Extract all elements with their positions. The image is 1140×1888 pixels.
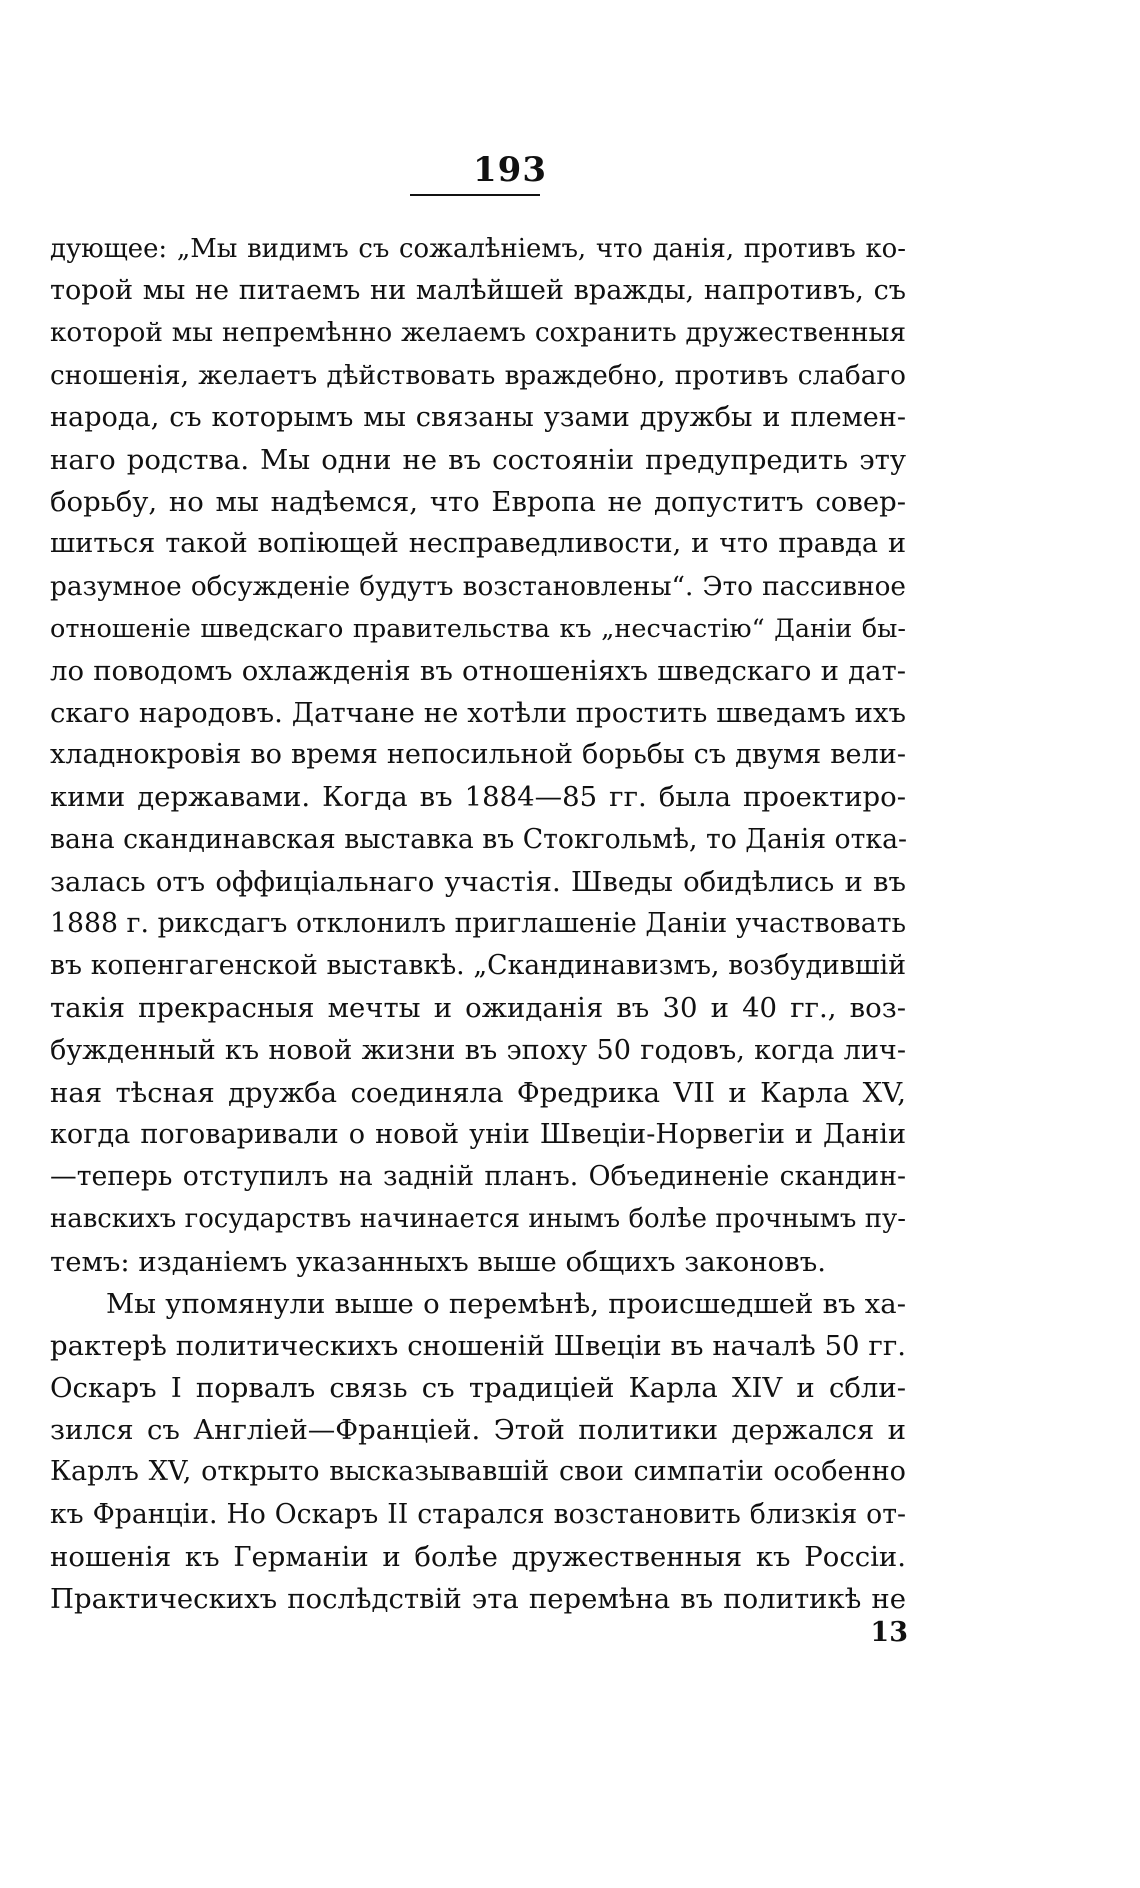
text-line: въ копенгагенской выставкѣ. „Скандинавизмъ, возбудившій bbox=[50, 950, 906, 982]
text-line: навскихъ государствъ начинается инымъ болѣе прочнымъ пу- bbox=[50, 1204, 906, 1235]
text-line: дующее: „Мы видимъ съ сожалѣніемъ, что данія, противъ ко- bbox=[50, 234, 906, 264]
text-line: наго родства. Мы одни не въ состояніи предупредить эту bbox=[50, 443, 906, 476]
text-line: къ Франціи. Но Оскаръ II старался возстановить близкія от- bbox=[50, 1498, 906, 1530]
text-line: народа, съ которымъ мы связаны узами дружбы и племен- bbox=[50, 401, 906, 433]
text-line: борьбу, но мы надѣемся, что Европа не допуститъ совер- bbox=[50, 486, 906, 519]
text-line: ношенія къ Германіи и болѣе дружественныя къ Россіи. bbox=[50, 1540, 906, 1573]
text-line: которой мы непремѣнно желаемъ сохранить дружественныя bbox=[50, 318, 906, 349]
text-line: когда поговаривали о новой уніи Швеціи-Норвегіи и Даніи bbox=[50, 1118, 906, 1150]
text-line: ло поводомъ охлажденія въ отношеніяхъ шведскаго и дат- bbox=[50, 654, 906, 687]
text-line: такія прекрасныя мечты и ожиданія въ 30 и 40 гг., воз- bbox=[50, 992, 906, 1025]
paragraph-1 bbox=[50, 228, 906, 1283]
text-line: зился съ Англіей—Франціей. Этой политики держался и bbox=[50, 1414, 906, 1447]
text-line: ная тѣсная дружба соединяла Фредрика VII и Карла XV, bbox=[50, 1076, 906, 1109]
text-line: кими державами. Когда въ 1884—85 гг. была проектиро- bbox=[50, 781, 906, 814]
text-line: залась отъ оффиціальнаго участія. Шведы обидѣлись и въ bbox=[50, 865, 906, 898]
text-line: сношенія, желаетъ дѣйствовать враждебно, противъ слабаго bbox=[50, 360, 906, 391]
text-line: Практическихъ послѣдствій эта перемѣна въ политикѣ не bbox=[50, 1583, 906, 1615]
text-line: вана скандинавская выставка въ Стокгольмѣ, то Данія отка- bbox=[50, 823, 907, 855]
text-line: —теперь отступилъ на задній планъ. Объединеніе скандин- bbox=[50, 1161, 906, 1193]
text-line: хладнокровія во время непосильной борьбы съ двумя вели- bbox=[50, 739, 906, 771]
page-number: 193 bbox=[473, 150, 547, 190]
text-line: рактерѣ политическихъ сношеній Швеціи въ началѣ 50 гг. bbox=[50, 1329, 906, 1362]
header-rule bbox=[410, 194, 540, 196]
text-line: торой мы не питаемъ ни малѣйшей вражды, напротивъ, съ bbox=[50, 275, 906, 307]
text-line: шиться такой вопіющей несправедливости, и что правда и bbox=[50, 528, 906, 560]
text-line: разумное обсужденіе будутъ возстановлены“. Это пассивное bbox=[50, 571, 906, 602]
text-line: скаго народовъ. Датчане не хотѣли простить шведамъ ихъ bbox=[50, 697, 906, 730]
text-line: Карлъ XV, открыто высказывавшій свои симпатіи особенно bbox=[50, 1456, 906, 1488]
text-line: 1888 г. риксдагъ отклонилъ приглашеніе Даніи участвовать bbox=[50, 908, 906, 939]
text-line: Оскаръ I порвалъ связь съ традиціей Карла XIV и сбли- bbox=[50, 1372, 906, 1405]
text-line: темъ: изданіемъ указанныхъ выше общихъ законовъ. bbox=[50, 1245, 826, 1278]
signature-mark: 13 bbox=[870, 1617, 908, 1648]
paragraph-2 bbox=[50, 1283, 906, 1621]
body-text bbox=[50, 228, 906, 1620]
text-line: отношеніе шведскаго правительства къ „несчастію“ Даніи бы- bbox=[50, 613, 906, 644]
text-line: Мы упомянули выше о перемѣнѣ, происшедшей въ ха- bbox=[106, 1287, 906, 1320]
text-line: бужденный къ новой жизни въ эпоху 50 годовъ, когда лич- bbox=[50, 1034, 906, 1066]
